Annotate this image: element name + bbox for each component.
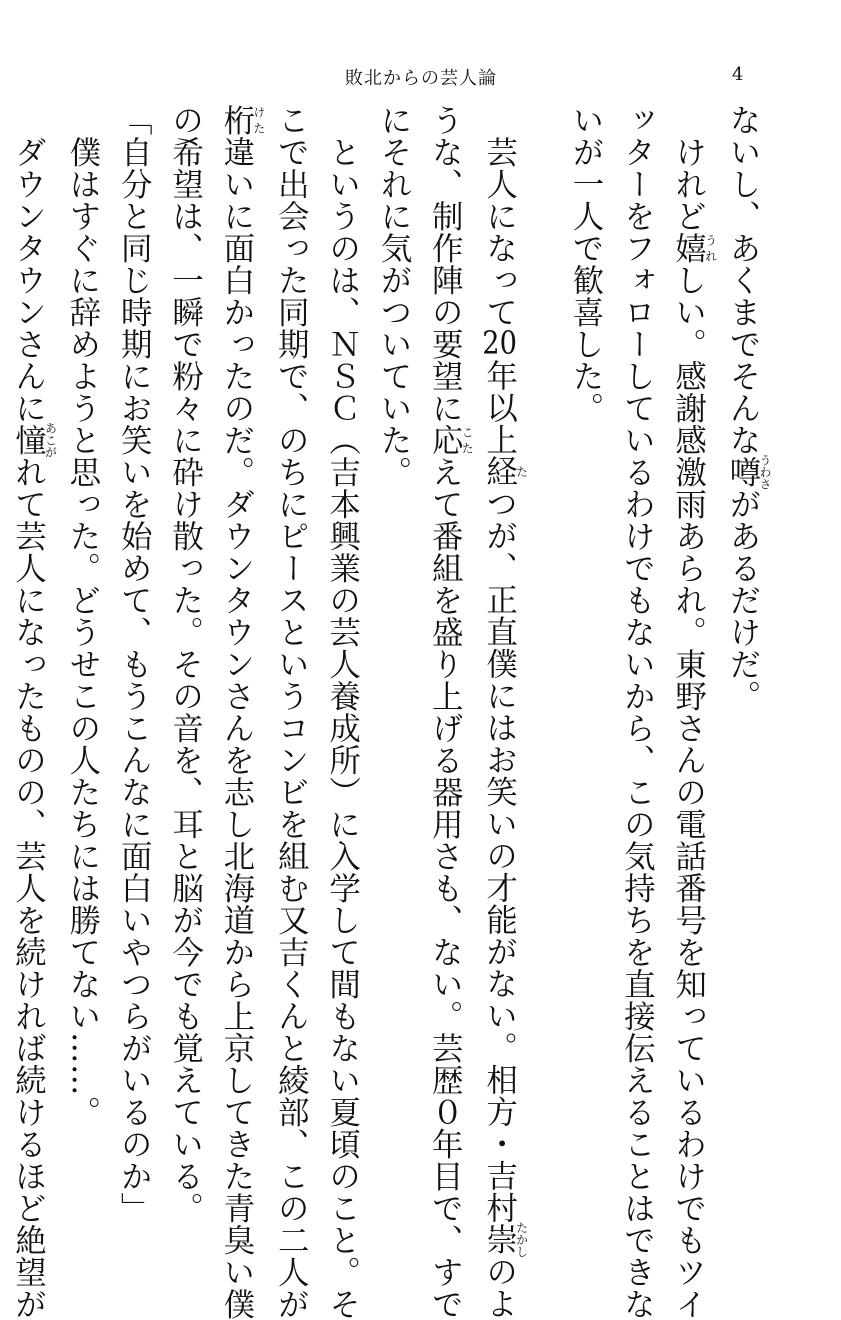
ruby-base: 経: [481, 455, 518, 487]
text-run: 違いに面白かったのだ。ダウンタウンさんを志し北海道から上京してきた青臭い僕: [218, 136, 255, 1320]
ruby-word: [481, 1221, 529, 1257]
text-line: [717, 104, 771, 1144]
text-run: うな、制作陣の要望に: [427, 104, 464, 424]
ruby-word: [218, 104, 266, 136]
vertical-text-body: [10, 104, 772, 1320]
text-line: にそれに気がついていた。: [375, 104, 412, 488]
ruby-reading: こた: [460, 424, 475, 456]
text-line: というのは、ＮＳＣ（吉本興業の芸人養成所）に入学して間もない夏頃のこと。そ: [324, 135, 361, 1320]
text-line: 「自分と同じ時期にお笑いを始めて、もうこんなに面白いやつらがいるのか」: [116, 104, 153, 1224]
ruby-base: 噂: [725, 454, 761, 490]
text-line: [2, 104, 58, 1320]
ruby-word: [10, 421, 58, 458]
upright-number: 20: [482, 327, 517, 359]
text-run: けれど: [670, 135, 707, 232]
ruby-base: 応: [427, 424, 464, 456]
ruby-reading: た: [514, 455, 529, 487]
ruby-reading: たかし: [514, 1221, 529, 1257]
text-line: [662, 104, 718, 1320]
text-line: こで出会った同期で、のちにピースというコンビを組む又吉くんと綾部、この二人が: [273, 104, 310, 1320]
text-run: ダウンタウンさんに: [10, 135, 47, 424]
text-line: の希望は、一瞬で粉々に砕け散った。その音を、耳と脳が今でも覚えている。: [167, 104, 204, 1224]
ruby-word: [670, 231, 718, 264]
ruby-base: 桁: [218, 104, 255, 136]
ruby-base: 憧: [10, 421, 47, 458]
text-run: ないし、あくまでそんな: [725, 104, 761, 456]
running-header: [0, 64, 841, 94]
ruby-reading: うわさ: [758, 454, 772, 490]
text-run: があるだけだ。: [725, 488, 761, 712]
text-line: [211, 104, 266, 1320]
ruby-reading: うれ: [703, 231, 718, 264]
text-run: 年以上: [481, 359, 518, 455]
text-run: 芸人になって: [481, 135, 518, 328]
ruby-reading: あこが: [43, 421, 58, 458]
text-run: つが、正直僕にはお笑いの才能がない。相方・吉村: [481, 487, 518, 1223]
text-line: 僕はすぐに辞めようと思った。どうせこの人たちには勝てない……。: [64, 135, 101, 1128]
page-number: 4: [732, 64, 744, 85]
text-line: [419, 104, 475, 1320]
ruby-base: 嬉: [670, 231, 707, 264]
ruby-reading: けた: [251, 104, 266, 136]
text-run: しい。感謝感激雨あられ。東野さんの電話番号を知っているわけでもツイ: [670, 263, 707, 1320]
book-title: 敗北からの芸人論: [345, 68, 497, 89]
paragraph-break: [528, 104, 560, 1144]
ruby-word: [725, 454, 772, 490]
ruby-base: 崇: [481, 1221, 518, 1257]
text-run: のよ: [481, 1255, 518, 1319]
ruby-word: [481, 455, 529, 487]
text-line: [473, 104, 529, 1319]
ruby-word: [427, 424, 475, 456]
text-run: れて芸人になったものの、芸人を続ければ続けるほど絶望が: [10, 455, 47, 1320]
text-run: えて番組を盛り上げる器用さも、ない。芸歴０年目で、すで: [427, 456, 464, 1320]
text-line: ッターをフォローしているわけでもないから、この気持ちを直接伝えることはできな: [619, 104, 656, 1320]
text-line: いが一人で歓喜した。: [567, 104, 604, 424]
